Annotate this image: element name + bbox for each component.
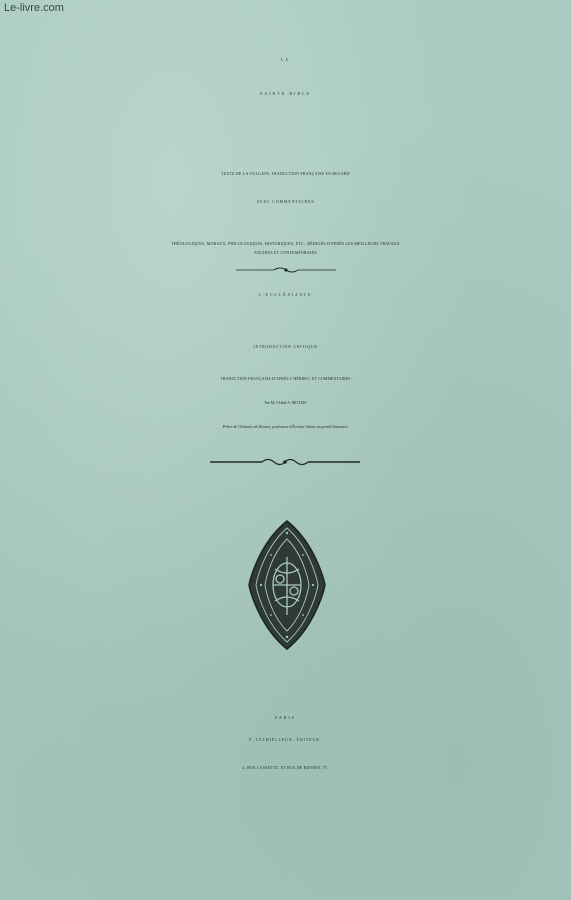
publisher-name: P. LETHIELLEUX, ÉDITEUR,	[249, 738, 322, 742]
subtitle: TEXTE DE LA VULGATE, TRADUCTION FRANÇAISE EN REGARD	[221, 172, 350, 176]
main-title: SAINTE BIBLE	[260, 91, 311, 96]
commentary-detail-2: ANCIENS ET CONTEMPORAINS	[254, 250, 317, 255]
publisher-address: 4, RUE CASSETTE, ET RUE DE RENNES, 75.	[242, 766, 329, 770]
book-translation-note: TRADUCTION FRANÇAISE D'APRÈS L'HÉBREU, ET COMMENTAIRES	[220, 377, 351, 381]
commentary-heading: AVEC COMMENTAIRES	[256, 200, 315, 204]
publisher-city: PARIS	[275, 716, 296, 720]
book-part: INTRODUCTION CRITIQUE	[253, 345, 318, 349]
title-article: LA	[280, 58, 291, 62]
ornament-divider	[210, 456, 360, 468]
ornament-small-divider	[236, 265, 336, 275]
author-line: Par M. l'Abbé A. MOTAIS	[264, 401, 307, 405]
publisher-seal-icon	[247, 519, 327, 651]
watermark: Le-livre.com	[4, 2, 64, 14]
book-title: L'ECCLÉSIASTE	[258, 293, 313, 297]
commentary-detail-1: THÉOLOGIQUES, MORAUX, PHILOLOGIQUES, HISTORIQUES, ETC., RÉDIGÉS D'APRÈS LES MEILLEURS TRAVAUX	[171, 241, 400, 246]
author-role: Prêtre de l'Oratoire de Rennes, professeur d'Écriture Sainte au grand Séminaire.	[222, 425, 349, 429]
